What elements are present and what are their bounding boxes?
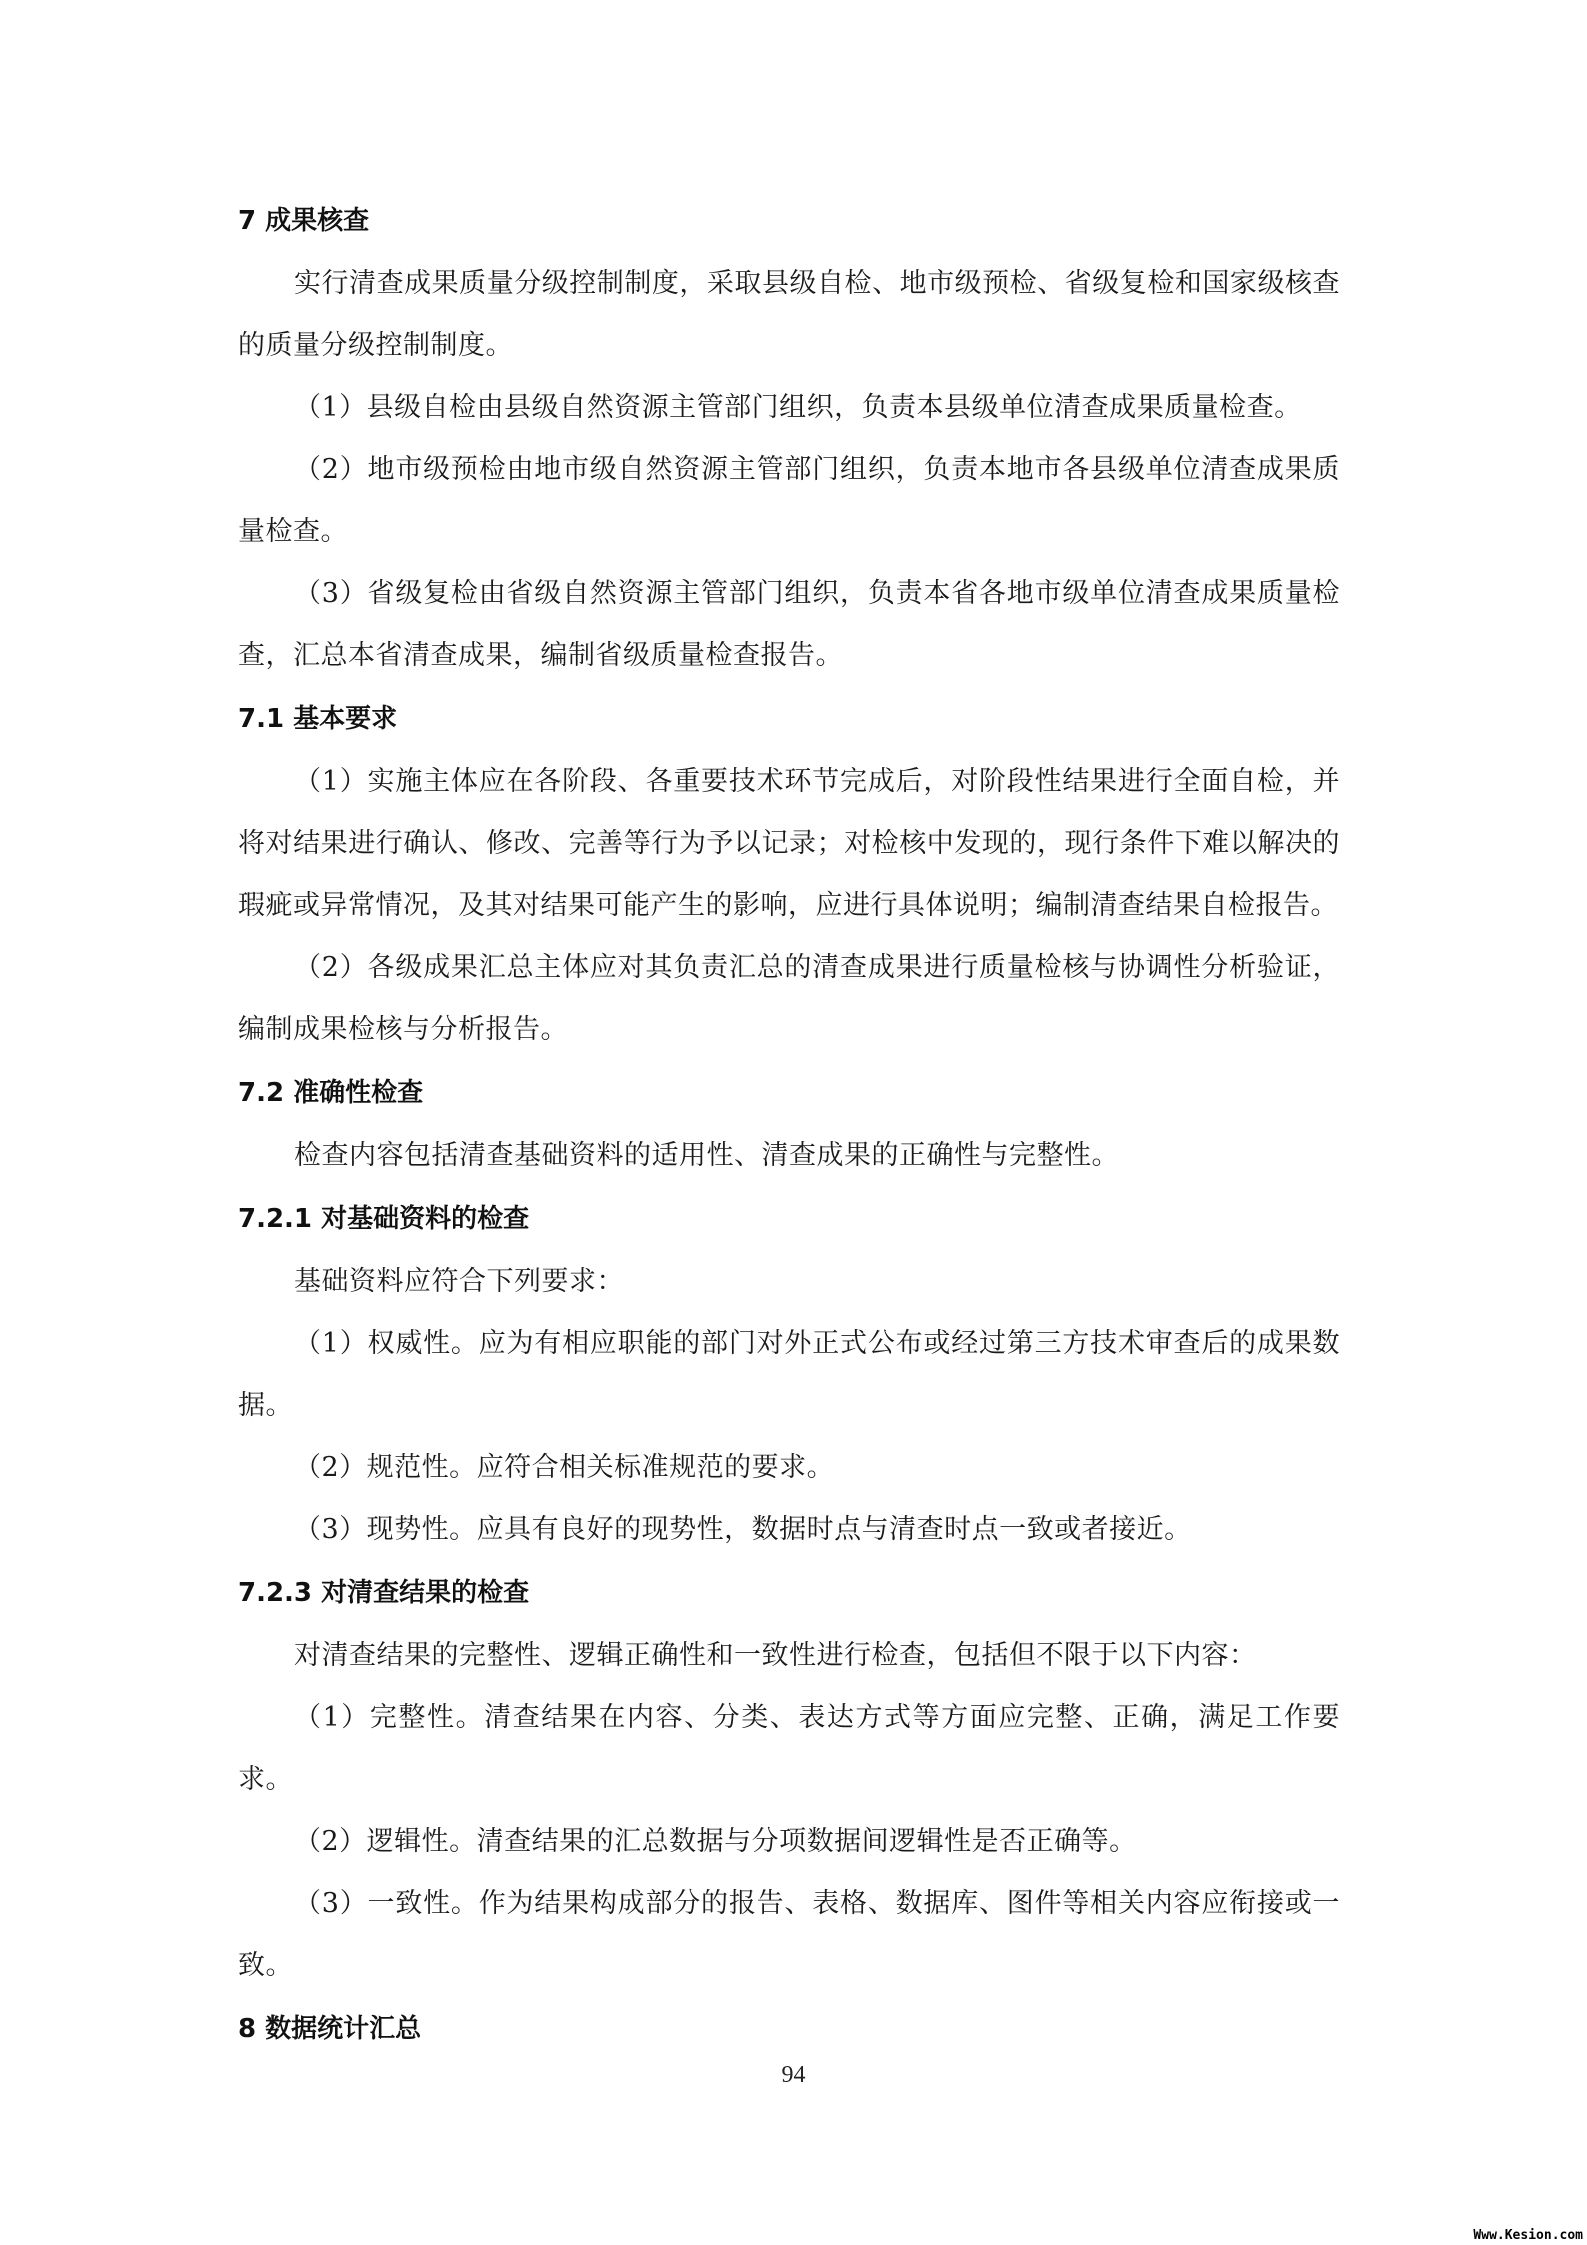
section-7-1-heading: 7.1 基本要求: [238, 704, 398, 734]
section-7-item-2: （2）地市级预检由地市级自然资源主管部门组织，负责本地市各县级单位清查成果质量检查。: [238, 454, 1340, 547]
section-7-item-1: （1）县级自检由县级自然资源主管部门组织，负责本县级单位清查成果质量检查。: [294, 392, 1302, 423]
section-8-heading: 8 数据统计汇总: [238, 2014, 422, 2044]
section-7-2-1-item-3: （3）现势性。应具有良好的现势性，数据时点与清查时点一致或者接近。: [294, 1514, 1192, 1545]
section-7-2-intro: 检查内容包括清查基础资料的适用性、清查成果的正确性与完整性。: [294, 1140, 1119, 1171]
section-7-1-item-1: （1）实施主体应在各阶段、各重要技术环节完成后，对阶段性结果进行全面自检，并将对结果进行确认、修改、完善等行为予以记录；对检核中发现的，现行条件下难以解决的瑕疵或异常情况，及其对结果可能产生的影响，应进行具体说明；编制清查结果自检报告。: [238, 766, 1340, 921]
page-number: 94: [781, 2062, 806, 2088]
section-7-2-3-intro: 对清查结果的完整性、逻辑正确性和一致性进行检查，包括但不限于以下内容：: [294, 1640, 1257, 1671]
section-7-1-item-2: （2）各级成果汇总主体应对其负责汇总的清查成果进行质量检核与协调性分析验证，编制成果检核与分析报告。: [238, 952, 1340, 1045]
section-7-intro: 实行清查成果质量分级控制制度，采取县级自检、地市级预检、省级复检和国家级核查的质量分级控制制度。: [238, 268, 1340, 361]
section-7-2-heading: 7.2 准确性检查: [238, 1078, 424, 1108]
section-7-heading: 7 成果核查: [238, 206, 370, 236]
section-7-2-3-item-1: （1）完整性。清查结果在内容、分类、表达方式等方面应完整、正确，满足工作要求。: [238, 1702, 1340, 1795]
section-7-item-3: （3）省级复检由省级自然资源主管部门组织，负责本省各地市级单位清查成果质量检查，汇总本省清查成果，编制省级质量检查报告。: [238, 578, 1340, 671]
section-7-2-1-intro: 基础资料应符合下列要求：: [294, 1266, 624, 1297]
section-7-2-3-item-2: （2）逻辑性。清查结果的汇总数据与分项数据间逻辑性是否正确等。: [294, 1826, 1137, 1857]
section-7-2-1-item-1: （1）权威性。应为有相应职能的部门对外正式公布或经过第三方技术审查后的成果数据。: [238, 1328, 1340, 1421]
document-body: [238, 203, 1340, 2061]
section-7-2-3-item-3: （3）一致性。作为结果构成部分的报告、表格、数据库、图件等相关内容应衔接或一致。: [238, 1888, 1340, 1981]
section-7-2-3-heading: 7.2.3 对清查结果的检查: [238, 1578, 530, 1608]
section-7-2-1-item-2: （2）规范性。应符合相关标准规范的要求。: [294, 1452, 835, 1483]
site-watermark: Www.Kesion.com: [1473, 2228, 1583, 2243]
section-7-2-1-heading: 7.2.1 对基础资料的检查: [238, 1204, 530, 1234]
